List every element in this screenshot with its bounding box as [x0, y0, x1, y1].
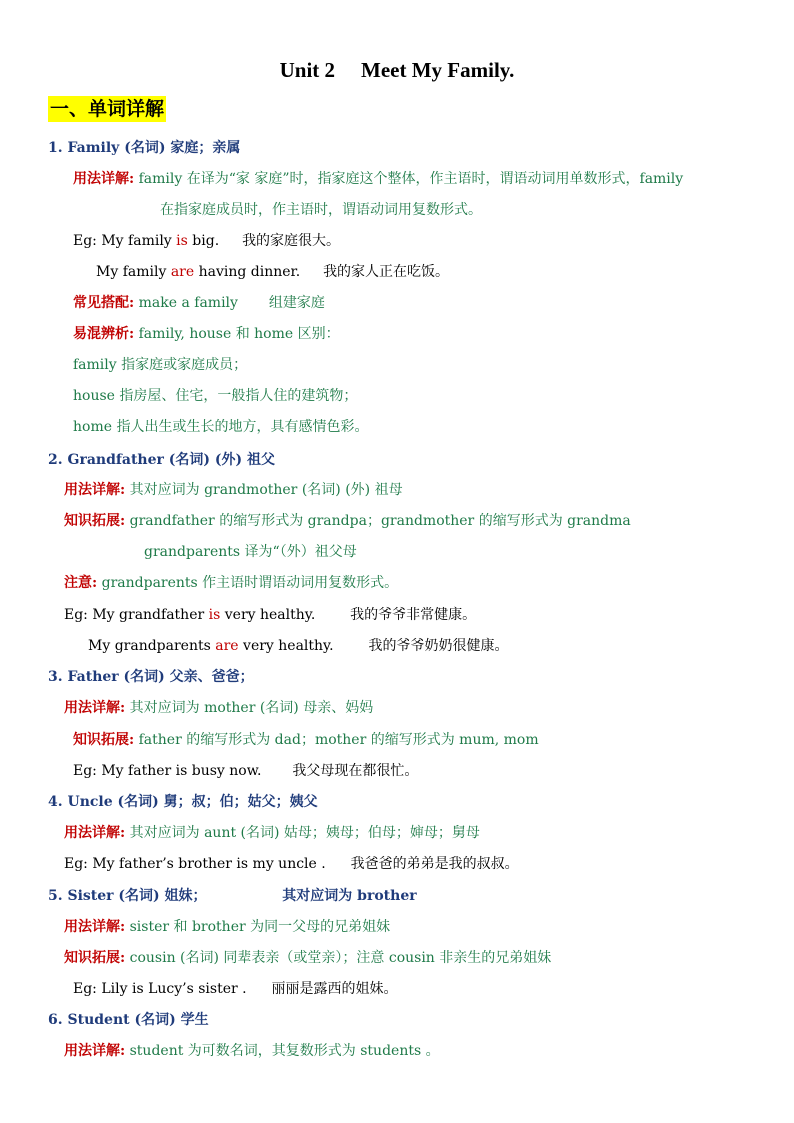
sister-example: [73, 980, 397, 998]
family-usage-cont: 在指家庭成员时，作主语时，谓语动词用复数形式。: [160, 202, 482, 218]
family-example-1: [73, 232, 340, 250]
father-extension: [73, 731, 539, 749]
grandfather-heading: 2. Grandfather (名词) (外) 祖父: [48, 452, 276, 468]
sister-eg-cn: 丽丽是露西的姐妹。: [271, 981, 398, 997]
grandfather-eg1-c: very healthy.: [224, 607, 316, 623]
sister-heading-main: 5. Sister (名词) 姐妹；: [48, 888, 207, 904]
grandfather-note-text: grandparents 作主语时谓语动词用复数形式。: [101, 575, 399, 591]
family-collo-en: make a family: [138, 295, 238, 311]
grandfather-eg2-c: very healthy.: [243, 638, 334, 654]
father-ext-label: 知识拓展:: [73, 732, 135, 748]
uncle-eg-cn: 我爸爸的弟弟是我的叔叔。: [350, 856, 519, 872]
sister-heading: [48, 887, 417, 905]
sister-ext-text: cousin (名词) 同辈表亲（或堂亲）；注意 cousin 非亲生的兄弟姐妹: [129, 950, 552, 966]
student-usage-label: 用法详解:: [64, 1043, 126, 1059]
grandfather-example-2: [88, 637, 508, 655]
father-usage-label: 用法详解:: [64, 700, 126, 716]
grandfather-extension: [64, 512, 631, 530]
family-collocation: [73, 294, 325, 312]
grandfather-ext-cont: grandparents 译为“（外）祖父母: [144, 544, 357, 560]
section-heading: 一、单词详解: [50, 98, 165, 120]
student-usage: [64, 1042, 440, 1060]
sister-eg: Eg: Lily is Lucy’s sister .: [73, 981, 247, 997]
family-def-family: family 指家庭或家庭成员；: [73, 357, 248, 373]
family-confusion: [73, 325, 340, 343]
family-collo-cn: 组建家庭: [268, 295, 325, 311]
grandfather-eg2-a: My grandparents: [88, 638, 211, 654]
uncle-example: [64, 855, 519, 873]
uncle-usage: [64, 824, 480, 842]
family-eg2-verb: are: [170, 264, 195, 280]
father-example: [73, 762, 418, 780]
uncle-usage-text: 其对应词为 aunt (名词) 姑母；姨母；伯母；婶母；舅母: [129, 825, 480, 841]
family-eg2-cn: 我的家人正在吃饭。: [323, 264, 450, 280]
grandfather-eg1-a: Eg: My grandfather: [64, 607, 205, 623]
family-example-2: [96, 263, 449, 281]
grandfather-eg2-verb: are: [215, 638, 239, 654]
uncle-eg: Eg: My father’s brother is my uncle .: [64, 856, 326, 872]
grandfather-ext-text: grandfather 的缩写形式为 grandpa；grandmother 的缩写形式为 grandma: [129, 513, 631, 529]
family-eg2-c: having dinner.: [198, 264, 301, 280]
page-title: [0, 58, 794, 83]
family-eg1-a: Eg: My family: [73, 233, 172, 249]
sister-extension: [64, 949, 551, 967]
father-ext-text: father 的缩写形式为 dad；mother 的缩写形式为 mum, mom: [138, 732, 539, 748]
family-usage: [73, 170, 683, 188]
family-confuse-label: 易混辨析:: [73, 326, 135, 342]
title-name: Meet My Family.: [361, 58, 515, 82]
family-collo-label: 常见搭配:: [73, 295, 135, 311]
sister-usage-text: sister 和 brother 为同一父母的兄弟姐妹: [129, 919, 391, 935]
father-usage-text: 其对应词为 mother (名词) 母亲、妈妈: [129, 700, 374, 716]
family-def-house: house 指房屋、住宅，一般指人住的建筑物；: [73, 388, 358, 404]
title-unit: Unit 2: [279, 58, 336, 82]
grandfather-eg1-verb: is: [208, 607, 221, 623]
student-usage-text: student 为可数名词，其复数形式为 students 。: [129, 1043, 440, 1059]
family-usage-label: 用法详解:: [73, 171, 135, 187]
family-eg1-verb: is: [176, 233, 188, 249]
family-eg2-a: My family: [96, 264, 167, 280]
sister-heading-counterpart: 其对应词为 brother: [282, 888, 417, 904]
family-usage-text: family 在译为“家 家庭”时，指家庭这个整体，作主语时，谓语动词用单数形式，family: [138, 171, 684, 187]
grandfather-note-label: 注意:: [64, 575, 98, 591]
family-confuse-text: family, house 和 home 区别：: [138, 326, 340, 342]
father-heading: 3. Father (名词) 父亲、爸爸；: [48, 669, 254, 685]
uncle-heading: 4. Uncle (名词) 舅；叔；伯；姑父；姨父: [48, 794, 318, 810]
sister-usage-label: 用法详解:: [64, 919, 126, 935]
sister-ext-label: 知识拓展:: [64, 950, 126, 966]
family-def-home: home 指人出生或生长的地方，具有感情色彩。: [73, 419, 369, 435]
family-heading: 1. Family (名词) 家庭；亲属: [48, 140, 241, 156]
grandfather-eg1-cn: 我的爷爷非常健康。: [350, 607, 477, 623]
grandfather-usage: [64, 481, 403, 499]
family-eg1-cn: 我的家庭很大。: [242, 233, 341, 249]
father-eg-cn: 我父母现在都很忙。: [292, 763, 419, 779]
grandfather-note: [64, 574, 398, 592]
sister-usage: [64, 918, 390, 936]
grandfather-usage-label: 用法详解:: [64, 482, 126, 498]
grandfather-ext-label: 知识拓展:: [64, 513, 126, 529]
father-eg: Eg: My father is busy now.: [73, 763, 262, 779]
student-heading: 6. Student (名词) 学生: [48, 1012, 209, 1028]
father-usage: [64, 699, 373, 717]
grandfather-example-1: [64, 606, 476, 624]
family-eg1-c: big.: [192, 233, 220, 249]
uncle-usage-label: 用法详解:: [64, 825, 126, 841]
grandfather-eg2-cn: 我的爷爷奶奶很健康。: [368, 638, 509, 654]
grandfather-usage-text: 其对应词为 grandmother (名词) (外) 祖母: [129, 482, 403, 498]
